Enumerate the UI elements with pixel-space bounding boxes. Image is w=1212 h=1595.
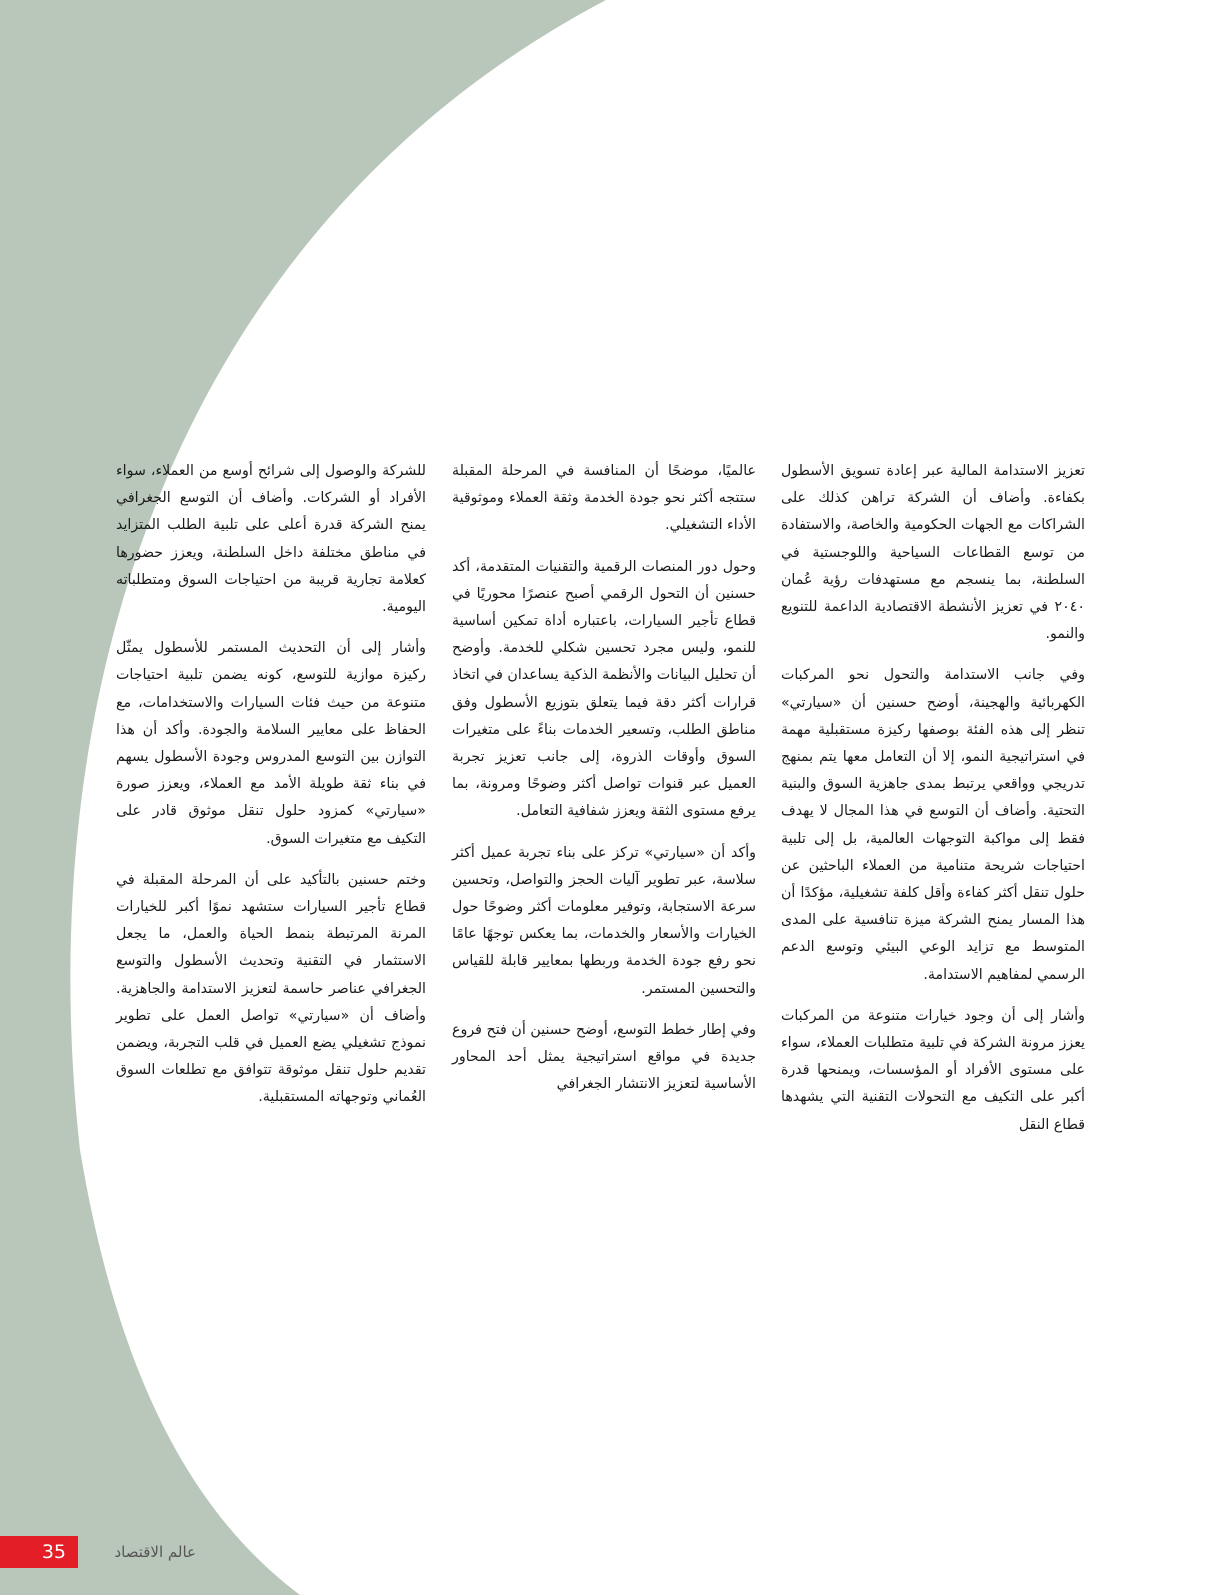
page-number-badge	[0, 1536, 78, 1568]
article-column-middle	[452, 458, 756, 1112]
paragraph: تعزيز الاستدامة المالية عبر إعادة تسويق الأسطول بكفاءة. وأضاف أن الشركة تراهن كذلك على الشراكات مع الجهات الحكومية والخاصة، والاستفادة من توسع القطاعات السياحية واللوجستية في السلطنة، بما ينسجم مع مستهدفات رؤية عُمان ٢٠٤٠ في تعزيز الأنشطة الاقتصادية الداعمة للتنويع والنمو.	[781, 463, 1085, 643]
article-column-left	[116, 458, 426, 1126]
paragraph: وأكد أن «سيارتي» تركز على بناء تجربة عميل أكثر سلاسة، عبر تطوير آليات الحجز والتواصل، وتحسين سرعة الاستجابة، وتوفير معلومات أكثر وضوحًا حول الخيارات والأسعار والخدمات، بما يعكس توجهًا عامًا نحو رفع جودة الخدمة وربطها بمعايير قابلة للقياس والتحسين المستمر.	[452, 844, 756, 997]
paragraph: وأشار إلى أن وجود خيارات متنوعة من المركبات يعزز مرونة الشركة في تلبية متطلبات العملاء، سواء على مستوى الأفراد أو المؤسسات، ويمنحها قدرة أكبر على التكيف مع التحولات التقنية التي يشهدها قطاع النقل	[781, 1007, 1085, 1133]
paragraph: وختم حسنين بالتأكيد على أن المرحلة المقبلة في قطاع تأجير السيارات ستشهد نموًا أكبر للخيارات المرنة المرتبطة بنمط الحياة والعمل، ما يجعل الاستثمار في التقنية وتحديث الأسطول والتوسع الجغرافي عناصر حاسمة لتعزيز الاستدامة والجاهزية. وأضاف أن «سيارتي» تواصل العمل على تطوير نموذج تشغيلي يضع العميل في قلب التجربة، ويضمن تقديم حلول تنقل موثوقة تتوافق مع تطلعات السوق العُماني وتوجهاته المستقبلية.	[116, 871, 426, 1106]
paragraph: للشركة والوصول إلى شرائح أوسع من العملاء، سواء الأفراد أو الشركات. وأضاف أن التوسع الجغرافي يمنح الشركة قدرة أعلى على تلبية الطلب المتزايد في مناطق مختلفة داخل السلطنة، ويعزز حضورها كعلامة تجارية قريبة من احتياجات السوق ومتطلباته اليومية.	[116, 463, 426, 616]
article-column-right	[781, 458, 1085, 1153]
paragraph: عالميًا، موضحًا أن المنافسة في المرحلة المقبلة ستتجه أكثر نحو جودة الخدمة وثقة العملاء وموثوقية الأداء التشغيلي.	[452, 463, 756, 534]
paragraph: وأشار إلى أن التحديث المستمر للأسطول يمثّل ركيزة موازية للتوسع، كونه يضمن تلبية احتياجات متنوعة من حيث فئات السيارات والاستخدامات، مع الحفاظ على معايير السلامة والجودة. وأكد أن هذا التوازن بين التوسع المدروس وجودة الأسطول يسهم في بناء ثقة طويلة الأمد مع العملاء، ويعزز صورة «سيارتي» كمزود حلول تنقل موثوق قادر على التكيف مع متغيرات السوق.	[116, 640, 426, 847]
page-number: 35	[41, 1541, 66, 1563]
paragraph: وفي جانب الاستدامة والتحول نحو المركبات الكهربائية والهجينة، أوضح حسنين أن «سيارتي» تنظر إلى هذه الفئة بوصفها ركيزة مستقبلية مهمة في استراتيجية النمو، إلا أن التعامل معها يتم بمنهج تدريجي وواقعي يرتبط بمدى جاهزية السوق والبنية التحتية. وأضاف أن التوسع في هذا المجال لا يهدف فقط إلى مواكبة التوجهات العالمية، بل إلى تلبية احتياجات شريحة متنامية من العملاء الباحثين عن حلول تنقل أكثر كفاءة وأقل كلفة تشغيلية، مؤكدًا أن هذا المسار يمنح الشركة ميزة تنافسية على المدى المتوسط مع تزايد الوعي البيئي وتوسع الدعم الرسمي لمفاهيم الاستدامة.	[781, 667, 1085, 983]
magazine-name: عالم الاقتصاد	[114, 1543, 196, 1561]
paragraph: وفي إطار خطط التوسع، أوضح حسنين أن فتح فروع جديدة في مواقع استراتيجية يمثل أحد المحاور الأساسية لتعزيز الانتشار الجغرافي	[452, 1021, 756, 1093]
paragraph: وحول دور المنصات الرقمية والتقنيات المتقدمة، أكد حسنين أن التحول الرقمي أصبح عنصرًا محوريًا في قطاع تأجير السيارات، باعتباره أداة تمكين أساسية للنمو، وليس مجرد تحسين شكلي للخدمة. وأوضح أن تحليل البيانات والأنظمة الذكية يساعدان في اتخاذ قرارات أكثر دقة فيما يتعلق بتوزيع الأسطول وفق مناطق الطلب، وتسعير الخدمات بناءً على متغيرات السوق وأوقات الذروة، إلى جانب تعزيز تجربة العميل عبر قنوات تواصل أكثر وضوحًا ومرونة، بما يرفع مستوى الثقة ويعزز شفافية التعامل.	[452, 558, 756, 820]
